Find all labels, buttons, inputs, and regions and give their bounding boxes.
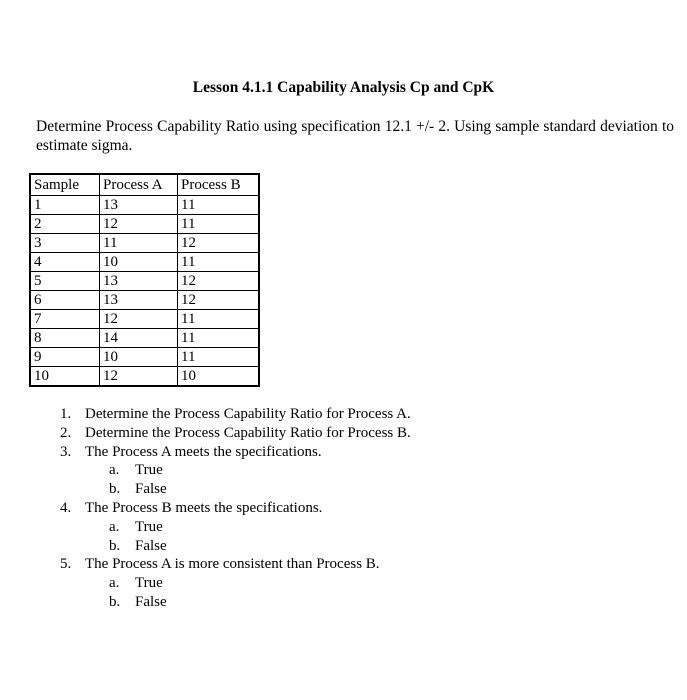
cell-process-b: 10: [178, 367, 260, 387]
cell-sample: 6: [30, 291, 100, 310]
cell-process-b: 11: [178, 196, 260, 215]
cell-process-a: 10: [100, 348, 178, 367]
cell-process-a: 12: [100, 310, 178, 329]
question-list: [60, 405, 411, 612]
cell-process-b: 11: [178, 348, 260, 367]
table-row: [30, 367, 259, 387]
cell-sample: 7: [30, 310, 100, 329]
option-letter: b.: [109, 593, 121, 610]
question-item: [60, 443, 411, 462]
question-number: 2.: [60, 424, 72, 441]
table-header-row: [30, 174, 259, 196]
intro-paragraph: Determine Process Capability Ratio using specification 12.1 +/- 2. Using sample standard deviation to estimate sigma.: [36, 118, 674, 154]
cell-process-b: 12: [178, 291, 260, 310]
page-title: Lesson 4.1.1 Capability Analysis Cp and CpK: [192, 79, 495, 96]
answer-option: [60, 574, 411, 593]
cell-sample: 9: [30, 348, 100, 367]
option-letter: a.: [109, 462, 120, 479]
cell-sample: 1: [30, 196, 100, 215]
cell-sample: 10: [30, 367, 100, 387]
question-text: The Process A meets the specifications.: [85, 443, 322, 460]
cell-process-a: 11: [100, 234, 178, 253]
option-letter: b.: [109, 481, 121, 498]
cell-process-a: 13: [100, 272, 178, 291]
table-row: [30, 310, 259, 329]
sample-data-table: [29, 173, 260, 387]
question-number: 5.: [60, 556, 72, 573]
cell-process-a: 14: [100, 329, 178, 348]
column-header-process-a: Process A: [100, 174, 178, 196]
cell-process-b: 11: [178, 253, 260, 272]
cell-process-a: 10: [100, 253, 178, 272]
cell-sample: 3: [30, 234, 100, 253]
option-text: False: [135, 593, 167, 610]
option-text: False: [135, 537, 167, 554]
answer-option: [60, 480, 411, 499]
question-text: The Process A is more consistent than Process B.: [85, 556, 380, 573]
question-number: 4.: [60, 499, 72, 516]
question-number: 3.: [60, 443, 72, 460]
table-row: [30, 253, 259, 272]
cell-process-a: 13: [100, 291, 178, 310]
table-row: [30, 234, 259, 253]
table-row: [30, 348, 259, 367]
question-item: [60, 424, 411, 443]
option-text: True: [135, 518, 163, 535]
table-row: [30, 215, 259, 234]
answer-option: [60, 461, 411, 480]
option-text: True: [135, 462, 163, 479]
cell-process-b: 11: [178, 215, 260, 234]
answer-option: [60, 593, 411, 612]
option-text: True: [135, 575, 163, 592]
cell-process-b: 11: [178, 310, 260, 329]
answer-option: [60, 537, 411, 556]
cell-process-b: 11: [178, 329, 260, 348]
question-text: Determine the Process Capability Ratio for Process B.: [85, 424, 411, 441]
option-letter: a.: [109, 575, 120, 592]
table-row: [30, 291, 259, 310]
cell-sample: 2: [30, 215, 100, 234]
option-letter: b.: [109, 537, 121, 554]
cell-process-b: 12: [178, 272, 260, 291]
question-number: 1.: [60, 406, 72, 422]
question-text: The Process B meets the specifications.: [85, 499, 323, 516]
question-item: [60, 405, 411, 424]
cell-process-a: 13: [100, 196, 178, 215]
option-text: False: [135, 481, 167, 498]
cell-sample: 5: [30, 272, 100, 291]
cell-process-b: 12: [178, 234, 260, 253]
question-text: Determine the Process Capability Ratio for Process A.: [85, 406, 411, 422]
table-row: [30, 272, 259, 291]
option-letter: a.: [109, 518, 120, 535]
column-header-sample: Sample: [30, 174, 100, 196]
question-item: [60, 555, 411, 574]
answer-option: [60, 518, 411, 537]
cell-process-a: 12: [100, 367, 178, 387]
table-row: [30, 329, 259, 348]
cell-process-a: 12: [100, 215, 178, 234]
cell-sample: 4: [30, 253, 100, 272]
question-item: [60, 499, 411, 518]
cell-sample: 8: [30, 329, 100, 348]
column-header-process-b: Process B: [178, 174, 260, 196]
table-row: [30, 196, 259, 215]
